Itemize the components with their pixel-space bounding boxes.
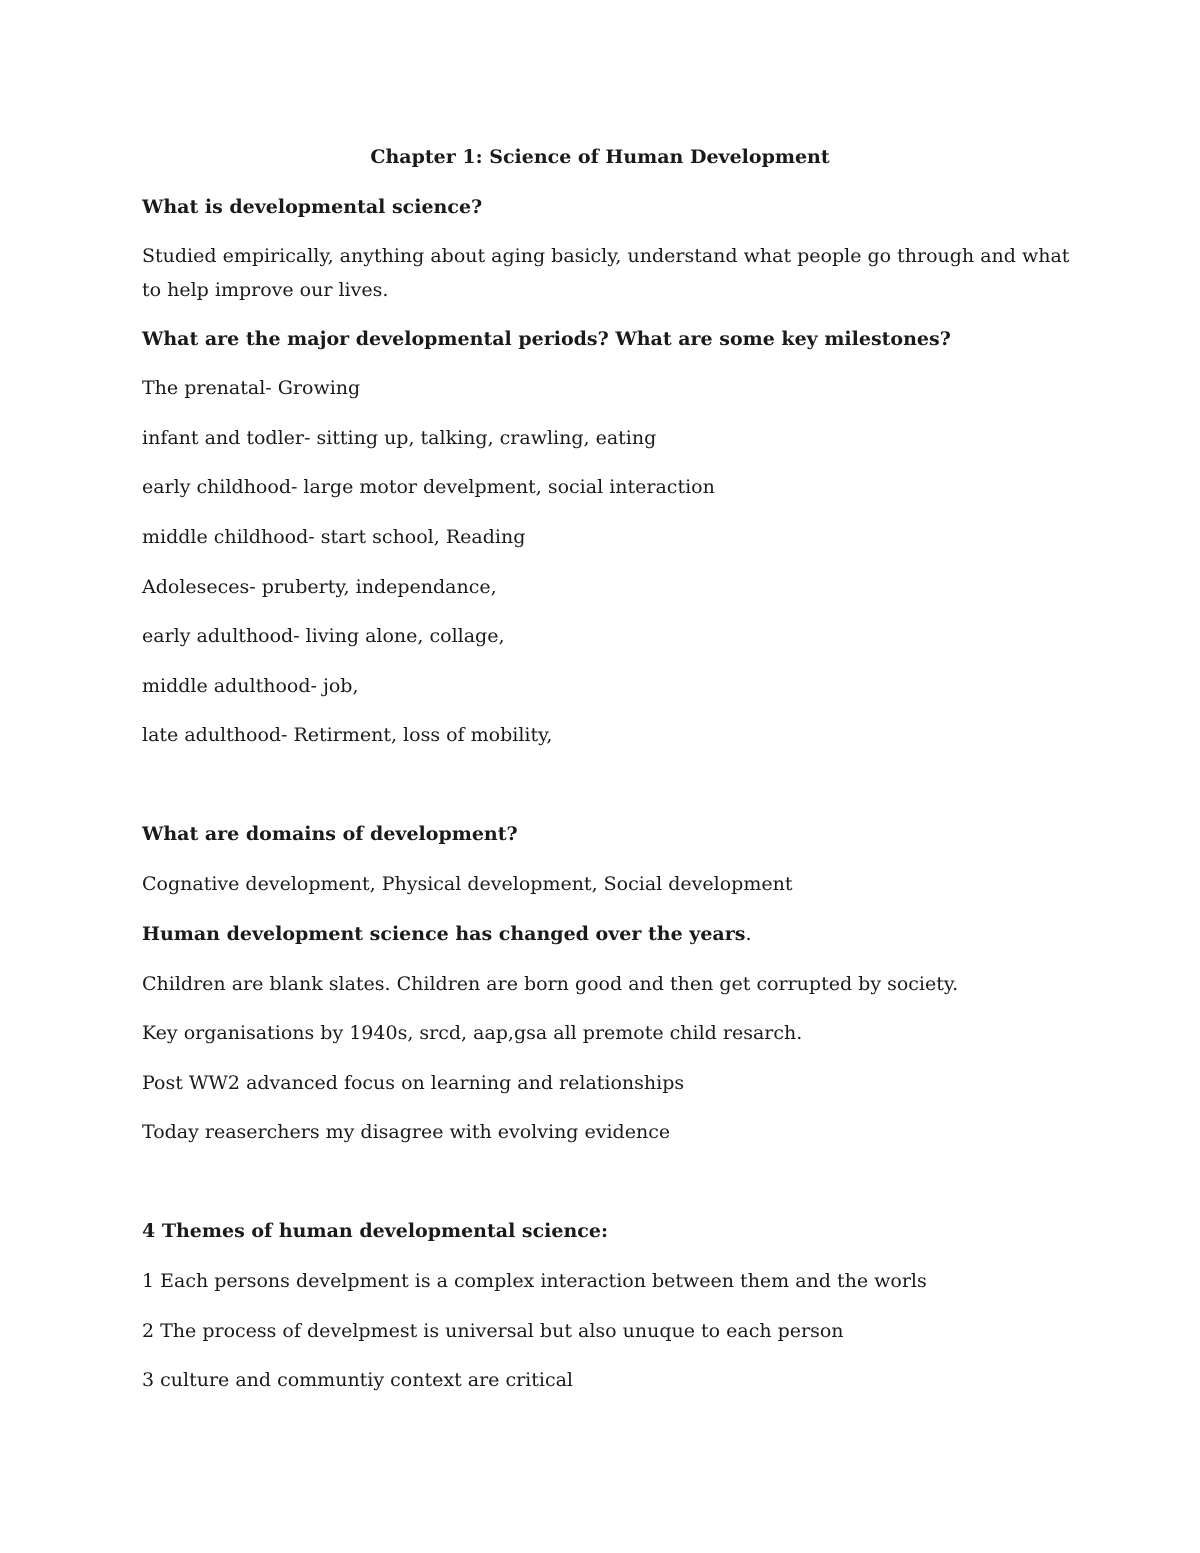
answer-developmental-science-line-1: Studied empirically, anything about aging basicly, understand what people go through and what <box>142 245 1070 267</box>
heading-history-text: Human development science has changed over the years <box>142 923 746 945</box>
history-item: Post WW2 advanced focus on learning and relationships <box>142 1072 685 1094</box>
question-developmental-science: What is developmental science? <box>142 196 483 218</box>
theme-item: 3 culture and communtiy context are critical <box>142 1369 573 1391</box>
period-item: early adulthood- living alone, collage, <box>142 625 505 647</box>
heading-history <box>142 922 751 946</box>
question-domains: What are domains of development? <box>142 823 518 845</box>
period-item: middle adulthood- job, <box>142 675 359 697</box>
period-item: Adoleseces- pruberty, independance, <box>142 576 497 598</box>
period-item: infant and todler- sitting up, talking, crawling, eating <box>142 427 657 449</box>
period-item: The prenatal- Growing <box>142 377 361 399</box>
period-item: middle childhood- start school, Reading <box>142 526 526 548</box>
theme-item: 2 The process of develpmest is universal but also unuque to each person <box>142 1320 844 1342</box>
period-item: early childhood- large motor develpment, social interaction <box>142 476 715 498</box>
heading-history-period: . <box>745 923 752 945</box>
question-developmental-periods: What are the major developmental periods? What are some key milestones? <box>142 328 951 350</box>
question-themes: 4 Themes of human developmental science: <box>142 1220 608 1242</box>
history-item: Key organisations by 1940s, srcd, aap,gsa all premote child resarch. <box>142 1022 803 1044</box>
theme-item: 1 Each persons develpment is a complex interaction between them and the worls <box>142 1270 927 1292</box>
history-item: Children are blank slates. Children are born good and then get corrupted by society. <box>142 973 959 995</box>
document-title: Chapter 1: Science of Human Development <box>370 146 830 168</box>
period-item: late adulthood- Retirment, loss of mobility, <box>142 724 553 746</box>
answer-domains: Cognative development, Physical development, Social development <box>142 873 793 895</box>
answer-developmental-science-line-2: to help improve our lives. <box>142 279 389 301</box>
history-item: Today reaserchers my disagree with evolving evidence <box>142 1121 671 1143</box>
